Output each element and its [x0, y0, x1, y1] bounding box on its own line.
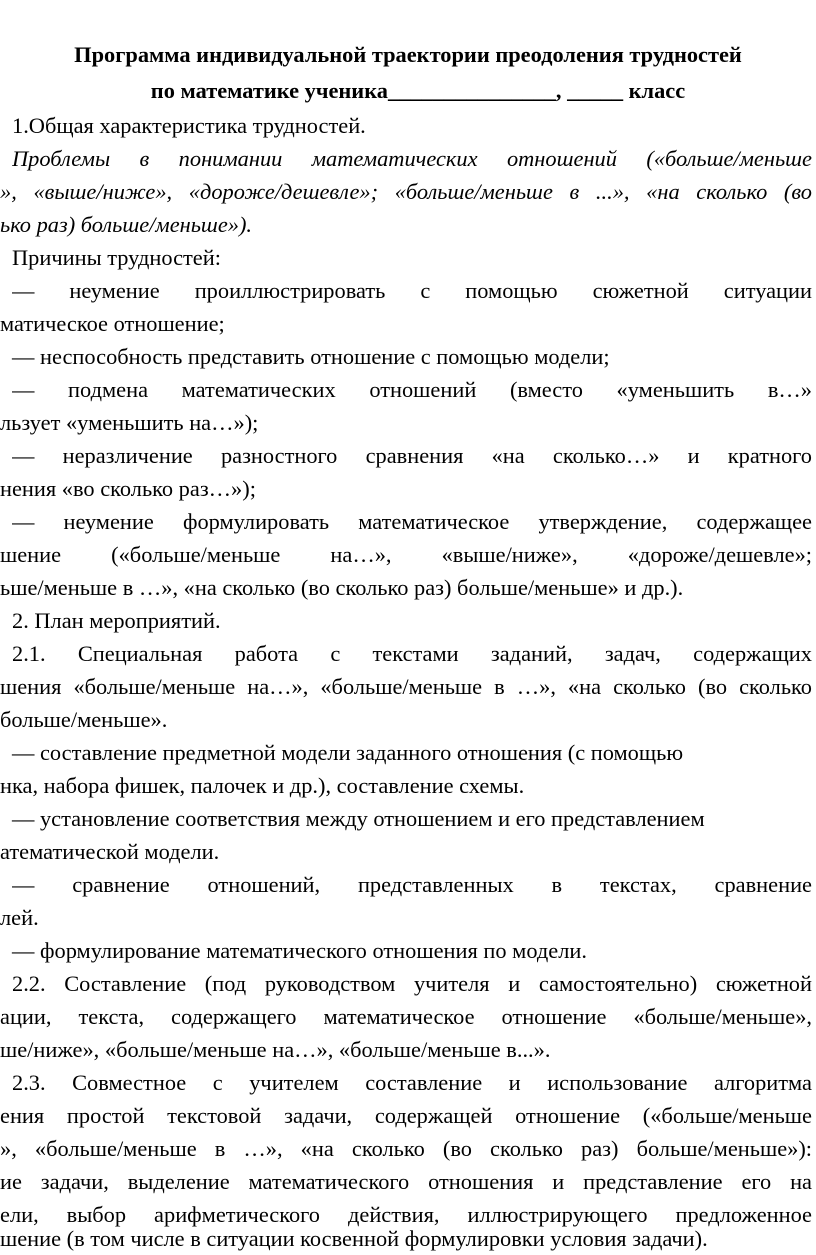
section-heading: 1.Общая характеристика трудностей.: [12, 113, 366, 138]
list-item: нка, набора фишек, палочек и др.), составление схемы.: [0, 773, 525, 798]
title-line-2: по математике ученика_______________, _____ класс: [150, 78, 686, 103]
section-heading: 2. План мероприятий.: [12, 608, 221, 633]
list-item: льзует «уменьшить на…»);: [0, 410, 259, 435]
list-item: — формулирование математического отношения по модели.: [12, 938, 587, 963]
paragraph-line: », «больше/меньше в …», «на сколько (во сколько раз) больше/меньше»):: [0, 1138, 812, 1161]
paragraph-line: ше/ниже», «больше/меньше на…», «больше/меньше в...».: [0, 1037, 551, 1062]
paragraph-line: ения простой текстовой задачи, содержащей отношение («больше/меньше: [0, 1105, 812, 1128]
paragraph-line: ько раз) больше/меньше»).: [0, 212, 253, 237]
list-item: лей.: [0, 905, 39, 930]
paragraph-line: больше/меньше».: [0, 707, 168, 732]
list-item: — составление предметной модели заданного отношения (с помощью: [12, 740, 684, 765]
paragraph-line: Проблемы в понимании математических отношений («больше/меньше: [12, 148, 812, 171]
paragraph-line: ации, текста, содержащего математическое отношение «больше/меньше»,: [0, 1006, 812, 1029]
paragraph-line: », «выше/ниже», «дороже/дешевле»; «больше/меньше в ...», «на сколько (во: [0, 181, 812, 204]
section-heading: Причины трудностей:: [12, 245, 221, 270]
list-item: матическое отношение;: [0, 311, 225, 336]
list-item: шение («больше/меньше на…», «выше/ниже», «дороже/дешевле»;: [0, 544, 812, 567]
list-item: нения «во сколько раз…»);: [0, 476, 256, 501]
paragraph-line: ие задачи, выделение математического отношения и представление его на: [0, 1171, 812, 1194]
list-item: ьше/меньше в …», «на сколько (во сколько раз) больше/меньше» и др.).: [0, 575, 684, 600]
title-line-1: Программа индивидуальной траектории преодоления трудностей: [74, 42, 742, 67]
paragraph-line: 2.3. Совместное с учителем составление и использование алгоритма: [12, 1072, 812, 1095]
paragraph-line: 2.1. Специальная работа с текстами заданий, задач, содержащих: [12, 643, 812, 666]
list-item: — подмена математических отношений (вместо «уменьшить в…»: [12, 379, 812, 402]
list-item: — неумение проиллюстрировать с помощью сюжетной ситуации: [12, 280, 812, 303]
list-item: — неспособность представить отношение с помощью модели;: [12, 344, 610, 369]
list-item: — неразличение разностного сравнения «на сколько…» и кратного: [12, 445, 812, 468]
list-item: — сравнение отношений, представленных в текстах, сравнение: [12, 874, 812, 897]
paragraph-line: ели, выбор арифметического действия, иллюстрирующего предложенное: [0, 1204, 812, 1227]
list-item: — установление соответствия между отношением и его представлением: [12, 806, 705, 831]
paragraph-line: 2.2. Составление (под руководством учителя и самостоятельно) сюжетной: [12, 973, 812, 996]
list-item: атематической модели.: [0, 839, 220, 864]
paragraph-line: шение (в том числе в ситуации косвенной формулировки условия задачи).: [0, 1226, 708, 1251]
list-item: — неумение формулировать математическое утверждение, содержащее: [12, 511, 812, 534]
paragraph-line: шения «больше/меньше на…», «больше/меньше в …», «на сколько (во сколько: [0, 676, 812, 699]
